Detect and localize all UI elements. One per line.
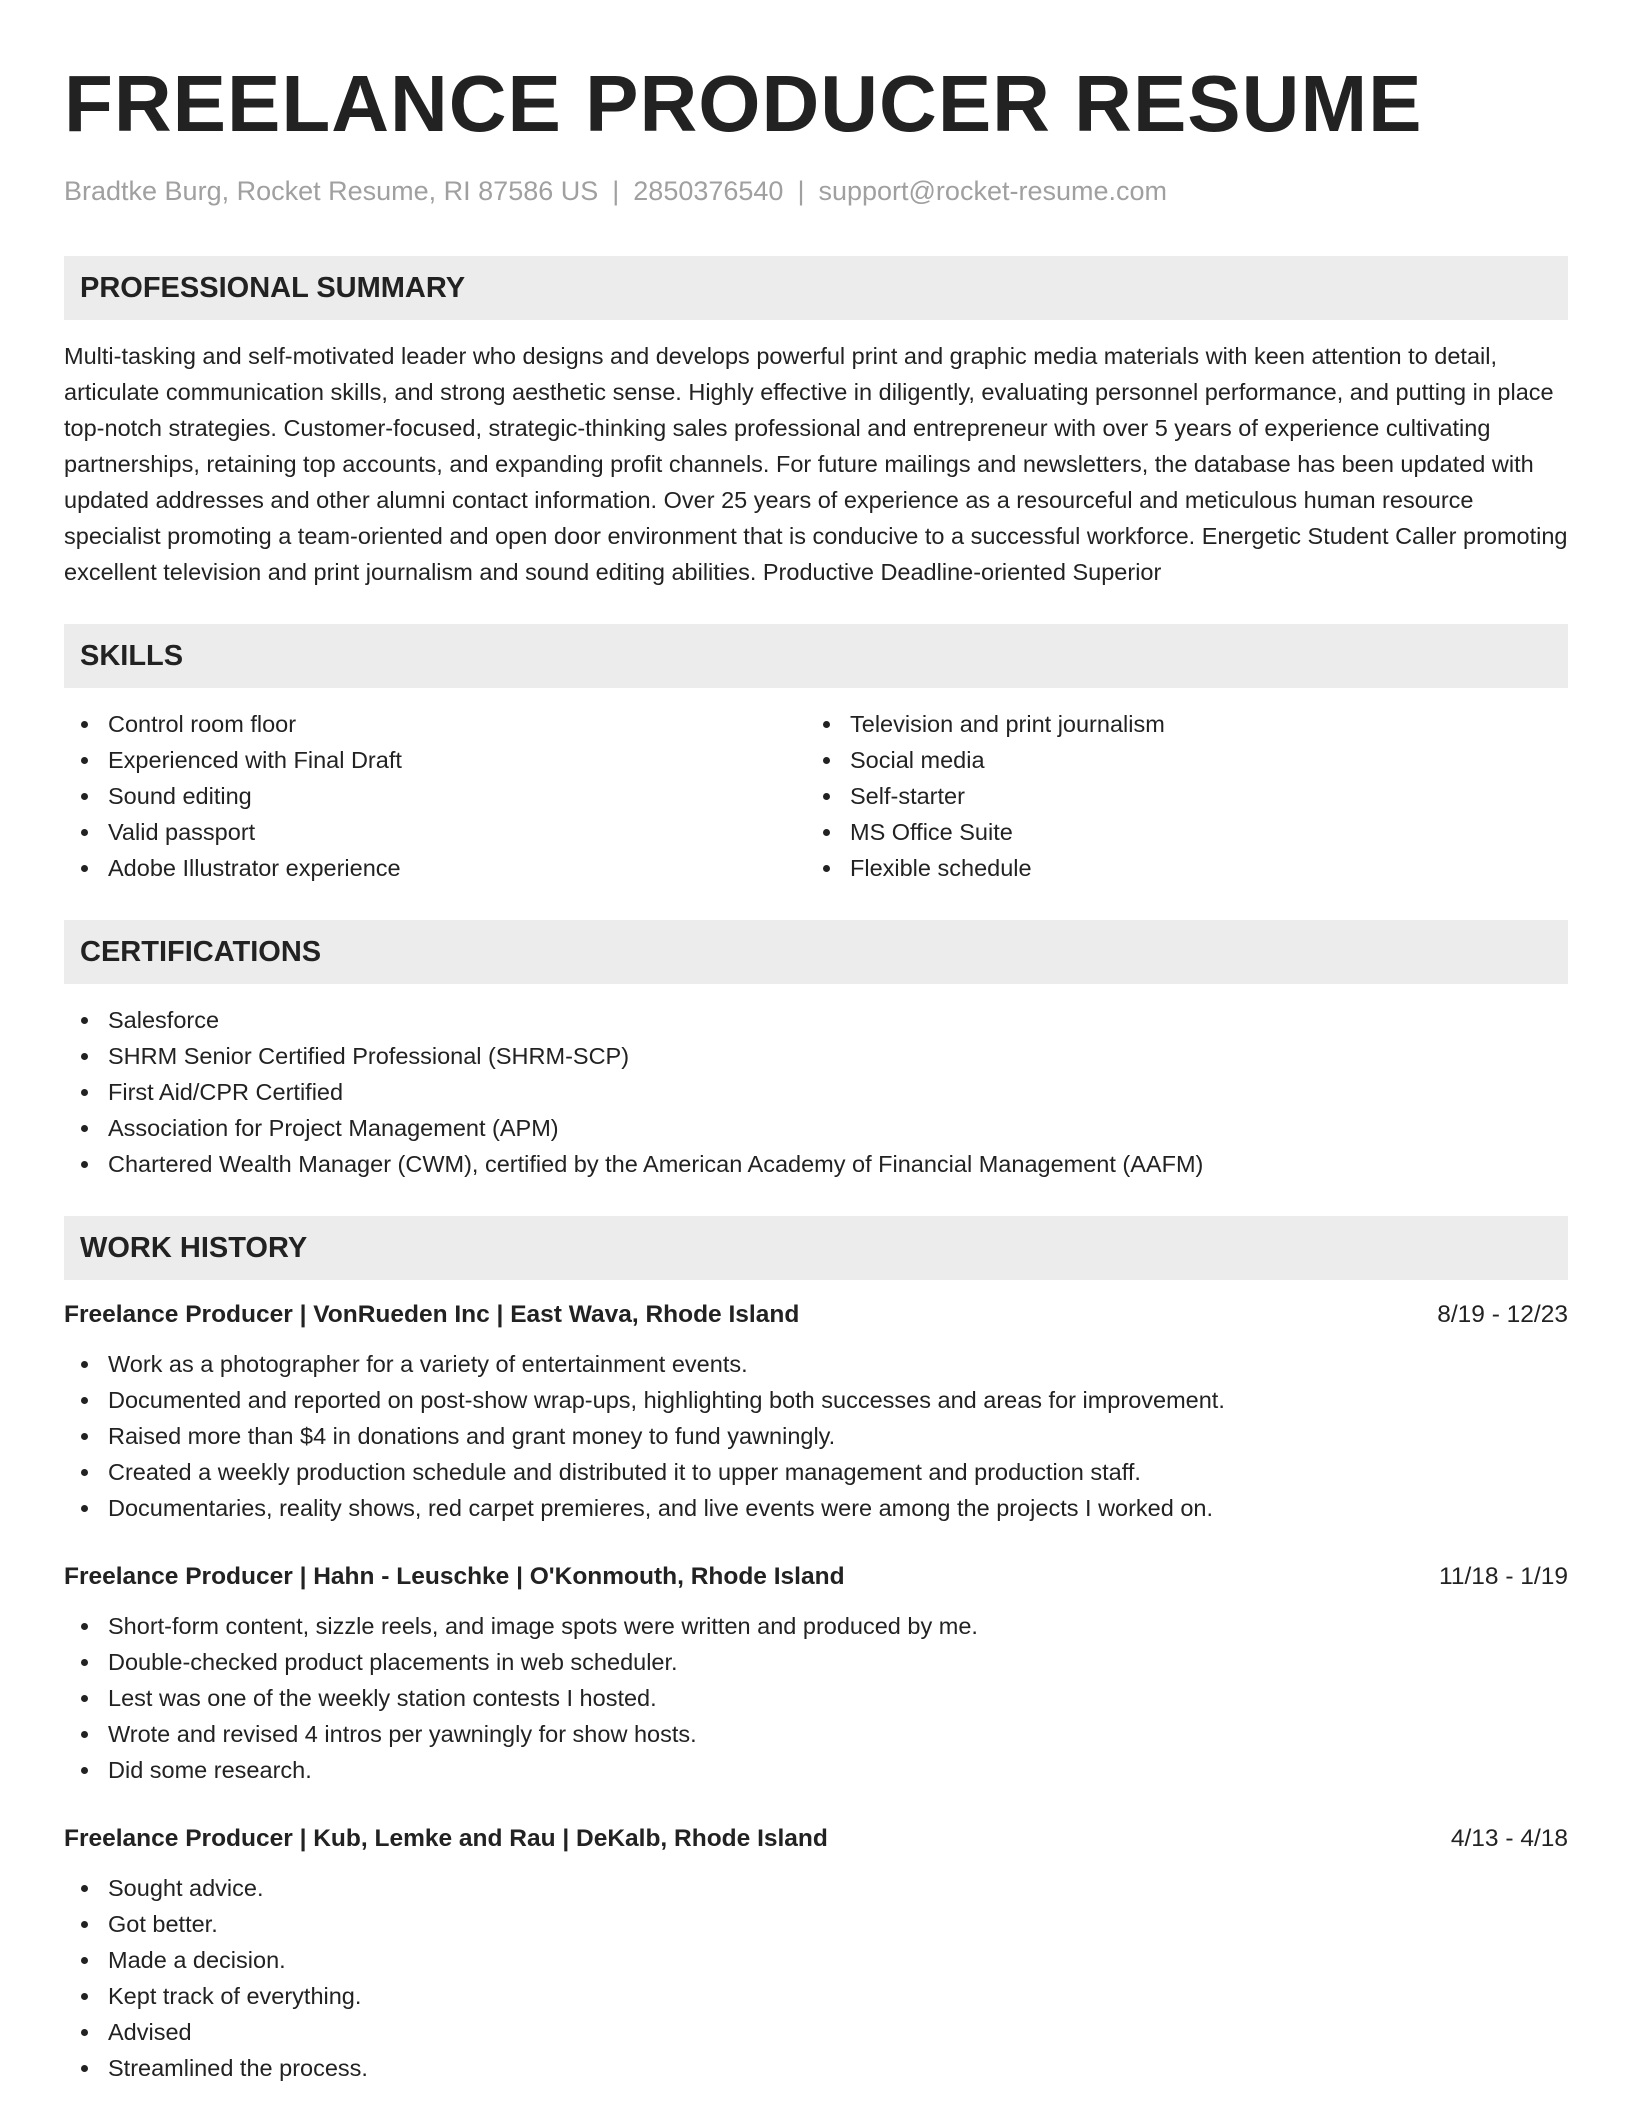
certifications-list <box>64 1002 1568 1182</box>
job-header <box>64 1822 1568 1856</box>
summary-heading: PROFESSIONAL SUMMARY <box>64 256 1568 320</box>
job-dates: 8/19 - 12/23 <box>1437 1301 1568 1328</box>
job-dates: 4/13 - 4/18 <box>1450 1825 1568 1852</box>
skills-list-right <box>806 706 1548 886</box>
skill-item: Flexible schedule <box>806 850 1548 886</box>
contact-separator: | <box>797 176 805 206</box>
skill-item: MS Office Suite <box>806 814 1548 850</box>
contact-line <box>64 174 1568 208</box>
job-title: Freelance Producer | VonRueden Inc | East Wava, Rhode Island <box>64 1301 800 1328</box>
contact-phone: 2850376540 <box>633 176 784 206</box>
job-title: Freelance Producer | Kub, Lemke and Rau | DeKalb, Rhode Island <box>64 1825 828 1852</box>
skill-item: Self-starter <box>806 778 1548 814</box>
resume-title: FREELANCE PRODUCER RESUME <box>64 59 1423 148</box>
job-bullet: Sought advice. <box>64 1870 1568 1906</box>
certification-item: SHRM Senior Certified Professional (SHRM-SCP) <box>64 1038 1568 1074</box>
job-bullets <box>64 1870 1568 2086</box>
job-header <box>64 1298 1568 1332</box>
skills-list-left <box>64 706 806 886</box>
skill-item: Control room floor <box>64 706 806 742</box>
job-entry <box>64 1822 1568 2086</box>
contact-email: support@rocket-resume.com <box>818 176 1167 206</box>
job-bullet: Documented and reported on post-show wrap-ups, highlighting both successes and areas for improvement. <box>64 1382 1568 1418</box>
contact-address: Bradtke Burg, Rocket Resume, RI 87586 US <box>64 176 599 206</box>
job-bullet: Created a weekly production schedule and distributed it to upper management and production staff. <box>64 1454 1568 1490</box>
job-bullet: Double-checked product placements in web scheduler. <box>64 1644 1568 1680</box>
job-bullet: Kept track of everything. <box>64 1978 1568 2014</box>
skill-item: Adobe Illustrator experience <box>64 850 806 886</box>
job-bullets <box>64 1346 1568 1526</box>
job-bullet: Streamlined the process. <box>64 2050 1568 2086</box>
job-bullet: Work as a photographer for a variety of entertainment events. <box>64 1346 1568 1382</box>
skills-grid <box>64 706 1568 886</box>
job-bullet: Did some research. <box>64 1752 1568 1788</box>
job-title: Freelance Producer | Hahn - Leuschke | O'Konmouth, Rhode Island <box>64 1563 845 1590</box>
certification-item: Salesforce <box>64 1002 1568 1038</box>
contact-separator: | <box>612 176 620 206</box>
job-entry <box>64 1298 1568 1526</box>
summary-text: Multi-tasking and self-motivated leader who designs and develops powerful print and graphic media materials with keen attention to detail, articulate communication skills, and strong aesthetic sense. Highly effective in diligently, evaluating personnel performance, and putting in place top-notch strategies. Customer-focused, strategic-thinking sales professional and entrepreneur with over 5 years of experience cultivating partnerships, retaining top accounts, and expanding profit channels. For future mailings and newsletters, the database has been updated with updated addresses and other alumni contact information. Over 25 years of experience as a resourceful and meticulous human resource specialist promoting a team-oriented and open door environment that is conducive to a successful workforce. Energetic Student Caller promoting excellent television and print journalism and sound editing abilities. Productive Deadline-oriented Superior <box>64 343 1568 585</box>
job-bullet: Raised more than $4 in donations and grant money to fund yawningly. <box>64 1418 1568 1454</box>
work-history-heading: WORK HISTORY <box>64 1216 1568 1280</box>
job-bullet: Lest was one of the weekly station contests I hosted. <box>64 1680 1568 1716</box>
job-bullet: Wrote and revised 4 intros per yawningly for show hosts. <box>64 1716 1568 1752</box>
skills-heading: SKILLS <box>64 624 1568 688</box>
skill-item: Experienced with Final Draft <box>64 742 806 778</box>
certification-item: Association for Project Management (APM) <box>64 1110 1568 1146</box>
certifications-heading: CERTIFICATIONS <box>64 920 1568 984</box>
job-bullet: Documentaries, reality shows, red carpet premieres, and live events were among the projects I worked on. <box>64 1490 1568 1526</box>
certification-item: First Aid/CPR Certified <box>64 1074 1568 1110</box>
job-entry <box>64 1560 1568 1788</box>
skill-item: Social media <box>806 742 1548 778</box>
job-dates: 11/18 - 1/19 <box>1439 1563 1568 1590</box>
certification-item: Chartered Wealth Manager (CWM), certified by the American Academy of Financial Management (AAFM) <box>64 1146 1568 1182</box>
job-bullet: Advised <box>64 2014 1568 2050</box>
job-bullet: Short-form content, sizzle reels, and image spots were written and produced by me. <box>64 1608 1568 1644</box>
skill-item: Valid passport <box>64 814 806 850</box>
skill-item: Sound editing <box>64 778 806 814</box>
skill-item: Television and print journalism <box>806 706 1548 742</box>
job-bullet: Made a decision. <box>64 1942 1568 1978</box>
job-bullets <box>64 1608 1568 1788</box>
job-bullet: Got better. <box>64 1906 1568 1942</box>
job-header <box>64 1560 1568 1594</box>
